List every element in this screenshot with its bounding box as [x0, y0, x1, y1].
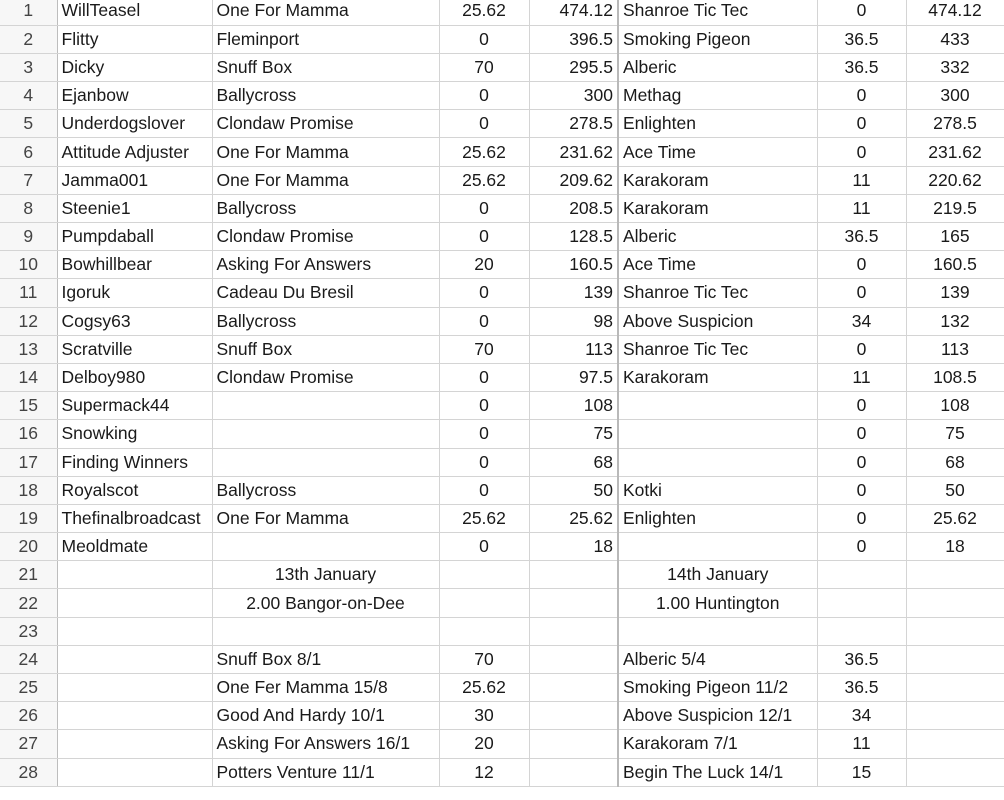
table-row [0, 166, 1004, 194]
table-row [0, 533, 1004, 561]
points2-cell[interactable]: 11 [817, 363, 906, 391]
empty-cell[interactable] [529, 758, 618, 786]
table-row [0, 82, 1004, 110]
horse2-cell[interactable]: Shanroe Tic Tec [618, 279, 817, 307]
result1-horse-cell[interactable]: Snuff Box 8/1 [212, 645, 439, 673]
row-header[interactable]: 2 [0, 25, 57, 53]
points1-cell[interactable]: 0 [439, 533, 529, 561]
player-cell[interactable]: Underdogslover [57, 110, 212, 138]
empty-cell[interactable] [906, 674, 1004, 702]
total1-cell[interactable]: 128.5 [529, 223, 618, 251]
total2-cell[interactable]: 132 [906, 307, 1004, 335]
row-header[interactable]: 16 [0, 420, 57, 448]
result2-points-cell[interactable]: 36.5 [817, 645, 906, 673]
points2-cell[interactable]: 0 [817, 82, 906, 110]
total1-cell[interactable]: 25.62 [529, 504, 618, 532]
player-cell[interactable]: Royalscot [57, 476, 212, 504]
horse2-cell[interactable]: Alberic [618, 223, 817, 251]
empty-cell[interactable] [906, 758, 1004, 786]
horse1-cell[interactable]: Ballycross [212, 82, 439, 110]
horse2-cell[interactable]: Above Suspicion [618, 307, 817, 335]
points2-cell[interactable]: 0 [817, 138, 906, 166]
horse1-cell[interactable]: Clondaw Promise [212, 110, 439, 138]
points1-cell[interactable]: 0 [439, 363, 529, 391]
total1-cell[interactable]: 50 [529, 476, 618, 504]
total2-cell[interactable]: 139 [906, 279, 1004, 307]
points1-cell[interactable]: 25.62 [439, 166, 529, 194]
horse2-cell[interactable]: Ace Time [618, 138, 817, 166]
table-row [0, 702, 1004, 730]
horse2-cell[interactable]: Karakoram [618, 194, 817, 222]
table-row [0, 561, 1004, 589]
empty-cell[interactable] [57, 758, 212, 786]
table-row [0, 53, 1004, 81]
points1-cell[interactable]: 0 [439, 25, 529, 53]
table-row [0, 251, 1004, 279]
empty-cell[interactable] [529, 645, 618, 673]
horse1-cell[interactable] [212, 392, 439, 420]
table-row [0, 448, 1004, 476]
race-right-cell[interactable]: 1.00 Huntington [618, 589, 817, 617]
points2-cell[interactable]: 0 [817, 335, 906, 363]
empty-cell[interactable] [906, 561, 1004, 589]
horse2-cell[interactable] [618, 420, 817, 448]
total1-cell[interactable]: 97.5 [529, 363, 618, 391]
points2-cell[interactable]: 36.5 [817, 223, 906, 251]
result2-horse-cell[interactable]: Smoking Pigeon 11/2 [618, 674, 817, 702]
result2-points-cell[interactable]: 11 [817, 730, 906, 758]
player-cell[interactable]: Thefinalbroadcast [57, 504, 212, 532]
player-cell[interactable]: Dicky [57, 53, 212, 81]
horse2-cell[interactable]: Smoking Pigeon [618, 25, 817, 53]
table-row [0, 363, 1004, 391]
total1-cell[interactable]: 113 [529, 335, 618, 363]
points1-cell[interactable]: 70 [439, 53, 529, 81]
horse2-cell[interactable]: Enlighten [618, 504, 817, 532]
table-row [0, 0, 1004, 25]
horse1-cell[interactable]: Snuff Box [212, 335, 439, 363]
total2-cell[interactable]: 18 [906, 533, 1004, 561]
empty-cell[interactable] [529, 674, 618, 702]
empty-cell[interactable] [57, 645, 212, 673]
points2-cell[interactable]: 36.5 [817, 25, 906, 53]
player-cell[interactable]: Supermack44 [57, 392, 212, 420]
table-row [0, 307, 1004, 335]
points1-cell[interactable]: 0 [439, 448, 529, 476]
player-cell[interactable]: Cogsy63 [57, 307, 212, 335]
row-header[interactable]: 8 [0, 194, 57, 222]
horse2-cell[interactable]: Karakoram [618, 166, 817, 194]
horse1-cell[interactable] [212, 420, 439, 448]
row-header[interactable]: 28 [0, 758, 57, 786]
points2-cell[interactable]: 0 [817, 476, 906, 504]
player-cell[interactable]: Snowking [57, 420, 212, 448]
horse2-cell[interactable] [618, 448, 817, 476]
table-row [0, 335, 1004, 363]
empty-cell[interactable] [529, 702, 618, 730]
horse1-cell[interactable]: One For Mamma [212, 166, 439, 194]
player-cell[interactable]: Attitude Adjuster [57, 138, 212, 166]
empty-cell[interactable] [529, 561, 618, 589]
horse1-cell[interactable]: One For Mamma [212, 504, 439, 532]
empty-cell[interactable] [57, 730, 212, 758]
points1-cell[interactable]: 25.62 [439, 138, 529, 166]
horse1-cell[interactable]: Ballycross [212, 307, 439, 335]
points1-cell[interactable]: 0 [439, 279, 529, 307]
empty-cell[interactable] [817, 617, 906, 645]
horse2-cell[interactable]: Enlighten [618, 110, 817, 138]
empty-cell[interactable] [906, 645, 1004, 673]
horse1-cell[interactable]: One For Mamma [212, 138, 439, 166]
horse2-cell[interactable]: Shanroe Tic Tec [618, 335, 817, 363]
row-header[interactable]: 20 [0, 533, 57, 561]
total1-cell[interactable]: 396.5 [529, 25, 618, 53]
result1-horse-cell[interactable]: Asking For Answers 16/1 [212, 730, 439, 758]
points2-cell[interactable]: 34 [817, 307, 906, 335]
row-header[interactable]: 14 [0, 363, 57, 391]
points1-cell[interactable]: 0 [439, 82, 529, 110]
table-row [0, 589, 1004, 617]
row-header[interactable]: 25 [0, 674, 57, 702]
result2-horse-cell[interactable]: Above Suspicion 12/1 [618, 702, 817, 730]
table-row [0, 674, 1004, 702]
points2-cell[interactable]: 0 [817, 533, 906, 561]
row-header[interactable]: 6 [0, 138, 57, 166]
horse1-cell[interactable]: One For Mamma [212, 0, 439, 25]
row-header[interactable]: 10 [0, 251, 57, 279]
row-header[interactable]: 4 [0, 82, 57, 110]
total2-cell[interactable]: 68 [906, 448, 1004, 476]
horse1-cell[interactable]: Clondaw Promise [212, 363, 439, 391]
empty-cell[interactable] [906, 730, 1004, 758]
horse2-cell[interactable]: Ace Time [618, 251, 817, 279]
player-cell[interactable]: Igoruk [57, 279, 212, 307]
row-header[interactable]: 18 [0, 476, 57, 504]
total2-cell[interactable]: 231.62 [906, 138, 1004, 166]
row-header[interactable]: 5 [0, 110, 57, 138]
total1-cell[interactable]: 295.5 [529, 53, 618, 81]
empty-cell[interactable] [57, 589, 212, 617]
table-row [0, 194, 1004, 222]
points2-cell[interactable]: 0 [817, 251, 906, 279]
player-cell[interactable]: Delboy980 [57, 363, 212, 391]
empty-cell[interactable] [57, 561, 212, 589]
total1-cell[interactable]: 18 [529, 533, 618, 561]
points2-cell[interactable]: 11 [817, 166, 906, 194]
player-cell[interactable]: Bowhillbear [57, 251, 212, 279]
table-row [0, 138, 1004, 166]
result1-horse-cell[interactable]: Potters Venture 11/1 [212, 758, 439, 786]
horse1-cell[interactable]: Cadeau Du Bresil [212, 279, 439, 307]
empty-cell[interactable] [529, 617, 618, 645]
total1-cell[interactable]: 208.5 [529, 194, 618, 222]
points1-cell[interactable]: 0 [439, 194, 529, 222]
horse1-cell[interactable]: Clondaw Promise [212, 223, 439, 251]
player-cell[interactable]: WillTeasel [57, 0, 212, 25]
total1-cell[interactable]: 278.5 [529, 110, 618, 138]
row-header[interactable]: 9 [0, 223, 57, 251]
row-header[interactable]: 27 [0, 730, 57, 758]
empty-cell[interactable] [906, 589, 1004, 617]
total2-cell[interactable]: 108.5 [906, 363, 1004, 391]
row-header[interactable]: 26 [0, 702, 57, 730]
empty-cell[interactable] [439, 617, 529, 645]
horse1-cell[interactable]: Ballycross [212, 476, 439, 504]
player-cell[interactable]: Meoldmate [57, 533, 212, 561]
total1-cell[interactable]: 75 [529, 420, 618, 448]
empty-cell[interactable] [212, 617, 439, 645]
row-header[interactable]: 11 [0, 279, 57, 307]
result2-horse-cell[interactable]: Begin The Luck 14/1 [618, 758, 817, 786]
points2-cell[interactable]: 0 [817, 110, 906, 138]
points2-cell[interactable]: 0 [817, 392, 906, 420]
total1-cell[interactable]: 474.12 [529, 0, 618, 25]
total2-cell[interactable]: 108 [906, 392, 1004, 420]
points1-cell[interactable]: 0 [439, 223, 529, 251]
horse2-cell[interactable]: Kotki [618, 476, 817, 504]
total2-cell[interactable]: 25.62 [906, 504, 1004, 532]
table-row [0, 392, 1004, 420]
points1-cell[interactable]: 0 [439, 392, 529, 420]
horse2-cell[interactable]: Shanroe Tic Tec [618, 0, 817, 25]
empty-cell[interactable] [817, 561, 906, 589]
points1-cell[interactable]: 70 [439, 335, 529, 363]
total1-cell[interactable]: 209.62 [529, 166, 618, 194]
points1-cell[interactable]: 20 [439, 251, 529, 279]
result1-points-cell[interactable]: 12 [439, 758, 529, 786]
row-header[interactable]: 21 [0, 561, 57, 589]
table-row [0, 617, 1004, 645]
row-header[interactable]: 12 [0, 307, 57, 335]
points1-cell[interactable]: 25.62 [439, 504, 529, 532]
points2-cell[interactable]: 0 [817, 420, 906, 448]
row-header[interactable]: 13 [0, 335, 57, 363]
total2-cell[interactable]: 278.5 [906, 110, 1004, 138]
table-row [0, 758, 1004, 786]
total2-cell[interactable]: 160.5 [906, 251, 1004, 279]
total2-cell[interactable]: 165 [906, 223, 1004, 251]
total1-cell[interactable]: 139 [529, 279, 618, 307]
points1-cell[interactable]: 0 [439, 476, 529, 504]
horse1-cell[interactable]: Snuff Box [212, 53, 439, 81]
table-row [0, 476, 1004, 504]
points1-cell[interactable]: 0 [439, 307, 529, 335]
race-left-cell[interactable]: 2.00 Bangor-on-Dee [212, 589, 439, 617]
total1-cell[interactable]: 98 [529, 307, 618, 335]
total2-cell[interactable]: 220.62 [906, 166, 1004, 194]
player-cell[interactable]: Finding Winners [57, 448, 212, 476]
empty-cell[interactable] [906, 702, 1004, 730]
points1-cell[interactable]: 0 [439, 420, 529, 448]
total1-cell[interactable]: 231.62 [529, 138, 618, 166]
player-cell[interactable]: Pumpdaball [57, 223, 212, 251]
player-cell[interactable]: Ejanbow [57, 82, 212, 110]
result2-points-cell[interactable]: 36.5 [817, 674, 906, 702]
total2-cell[interactable]: 219.5 [906, 194, 1004, 222]
horse1-cell[interactable]: Ballycross [212, 194, 439, 222]
empty-cell[interactable] [529, 589, 618, 617]
result1-horse-cell[interactable]: One Fer Mamma 15/8 [212, 674, 439, 702]
total2-cell[interactable]: 332 [906, 53, 1004, 81]
points2-cell[interactable]: 0 [817, 448, 906, 476]
table-row [0, 223, 1004, 251]
table-row [0, 25, 1004, 53]
horse2-cell[interactable] [618, 533, 817, 561]
total1-cell[interactable]: 68 [529, 448, 618, 476]
total2-cell[interactable]: 113 [906, 335, 1004, 363]
total2-cell[interactable]: 75 [906, 420, 1004, 448]
player-cell[interactable]: Steenie1 [57, 194, 212, 222]
total2-cell[interactable]: 433 [906, 25, 1004, 53]
empty-cell[interactable] [906, 617, 1004, 645]
points2-cell[interactable]: 0 [817, 0, 906, 25]
horse1-cell[interactable] [212, 533, 439, 561]
empty-cell[interactable] [817, 589, 906, 617]
table-row [0, 110, 1004, 138]
empty-cell[interactable] [57, 617, 212, 645]
result1-horse-cell[interactable]: Good And Hardy 10/1 [212, 702, 439, 730]
player-cell[interactable]: Scratville [57, 335, 212, 363]
points2-cell[interactable]: 0 [817, 504, 906, 532]
row-header[interactable]: 19 [0, 504, 57, 532]
horse2-cell[interactable]: Methag [618, 82, 817, 110]
total1-cell[interactable]: 300 [529, 82, 618, 110]
table-row [0, 645, 1004, 673]
empty-cell[interactable] [57, 702, 212, 730]
result2-points-cell[interactable]: 15 [817, 758, 906, 786]
total1-cell[interactable]: 160.5 [529, 251, 618, 279]
total2-cell[interactable]: 50 [906, 476, 1004, 504]
horse2-cell[interactable] [618, 392, 817, 420]
table-row [0, 279, 1004, 307]
row-header[interactable]: 23 [0, 617, 57, 645]
total1-cell[interactable]: 108 [529, 392, 618, 420]
date-right-cell[interactable]: 14th January [618, 561, 817, 589]
row-header[interactable]: 3 [0, 53, 57, 81]
player-cell[interactable]: Flitty [57, 25, 212, 53]
result1-points-cell[interactable]: 20 [439, 730, 529, 758]
empty-cell[interactable] [439, 561, 529, 589]
row-header[interactable]: 24 [0, 645, 57, 673]
result2-horse-cell[interactable]: Alberic 5/4 [618, 645, 817, 673]
row-header[interactable]: 22 [0, 589, 57, 617]
table-row [0, 420, 1004, 448]
horse1-cell[interactable] [212, 448, 439, 476]
row-header[interactable]: 15 [0, 392, 57, 420]
table-row [0, 730, 1004, 758]
total2-cell[interactable]: 300 [906, 82, 1004, 110]
horse2-cell[interactable]: Karakoram [618, 363, 817, 391]
horse2-cell[interactable]: Alberic [618, 53, 817, 81]
empty-cell[interactable] [439, 589, 529, 617]
empty-cell[interactable] [57, 674, 212, 702]
result1-points-cell[interactable]: 70 [439, 645, 529, 673]
player-cell[interactable]: Jamma001 [57, 166, 212, 194]
horse1-cell[interactable]: Fleminport [212, 25, 439, 53]
total2-cell[interactable]: 474.12 [906, 0, 1004, 25]
points2-cell[interactable]: 36.5 [817, 53, 906, 81]
result2-points-cell[interactable]: 34 [817, 702, 906, 730]
table-row [0, 504, 1004, 532]
empty-cell[interactable] [618, 617, 817, 645]
result1-points-cell[interactable]: 25.62 [439, 674, 529, 702]
row-header[interactable]: 17 [0, 448, 57, 476]
result1-points-cell[interactable]: 30 [439, 702, 529, 730]
result2-horse-cell[interactable]: Karakoram 7/1 [618, 730, 817, 758]
points1-cell[interactable]: 25.62 [439, 0, 529, 25]
points2-cell[interactable]: 0 [817, 279, 906, 307]
row-header[interactable]: 7 [0, 166, 57, 194]
date-left-cell[interactable]: 13th January [212, 561, 439, 589]
row-header[interactable]: 1 [0, 0, 57, 25]
points2-cell[interactable]: 11 [817, 194, 906, 222]
horse1-cell[interactable]: Asking For Answers [212, 251, 439, 279]
empty-cell[interactable] [529, 730, 618, 758]
points1-cell[interactable]: 0 [439, 110, 529, 138]
